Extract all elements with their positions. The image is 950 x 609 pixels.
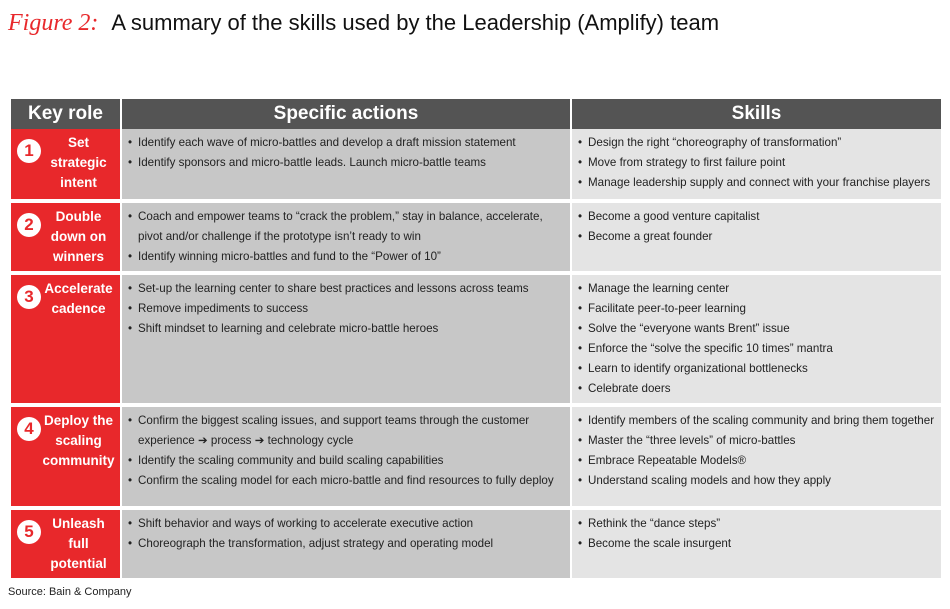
action-item: • Remove impediments to success (128, 299, 564, 319)
action-item: • Identify sponsors and micro-battle leads. Launch micro-battle teams (128, 153, 564, 173)
specific-actions-cell (121, 508, 571, 580)
specific-actions-cell (121, 201, 571, 273)
skills-list (578, 207, 935, 247)
key-role-cell (11, 129, 121, 201)
skill-item: • Celebrate doers (578, 379, 935, 399)
skills-cell (571, 201, 941, 273)
specific-actions-cell (121, 405, 571, 508)
specific-actions-cell (121, 273, 571, 405)
key-role-cell (11, 508, 121, 580)
table-row (11, 273, 941, 405)
skill-item: • Design the right “choreography of transformation” (578, 133, 935, 153)
skill-item: • Embrace Repeatable Models® (578, 451, 935, 471)
skill-item: • Manage leadership supply and connect with your franchise players (578, 173, 935, 193)
table-row (11, 129, 941, 201)
key-role-label: Unleash full potential (50, 516, 107, 571)
skills-list (578, 411, 935, 491)
skills-list (578, 514, 935, 554)
specific-actions-cell (121, 129, 571, 201)
skill-item: • Identify members of the scaling community and bring them together (578, 411, 935, 431)
step-number-badge: 3 (17, 285, 41, 309)
actions-list (128, 207, 564, 267)
action-item: • Shift mindset to learning and celebrate micro-battle heroes (128, 319, 564, 339)
skill-item: • Manage the learning center (578, 279, 935, 299)
actions-list (128, 279, 564, 339)
table-row (11, 405, 941, 508)
key-role-label: Deploy the scaling community (42, 413, 115, 468)
skills-cell (571, 273, 941, 405)
table-row (11, 508, 941, 580)
skill-item: • Become the scale insurgent (578, 534, 935, 554)
action-item: • Set-up the learning center to share best practices and lessons across teams (128, 279, 564, 299)
step-number-badge: 1 (17, 139, 41, 163)
skill-item: • Facilitate peer-to-peer learning (578, 299, 935, 319)
actions-list (128, 514, 564, 554)
skills-cell (571, 405, 941, 508)
step-number-badge: 2 (17, 213, 41, 237)
action-item: • Confirm the biggest scaling issues, and support teams through the customer experience ➔ process ➔ technology cycle (128, 411, 564, 451)
key-role-label: Set strategic intent (50, 135, 107, 190)
skill-item: • Become a good venture capitalist (578, 207, 935, 227)
table-body (11, 129, 941, 580)
key-role-cell (11, 273, 121, 405)
key-role-label: Accelerate cadence (44, 281, 113, 316)
skill-item: • Learn to identify organizational bottlenecks (578, 359, 935, 379)
figure-title-text: A summary of the skills used by the Leadership (Amplify) team (111, 10, 720, 35)
skill-item: • Master the “three levels” of micro-battles (578, 431, 935, 451)
skill-item: • Solve the “everyone wants Brent” issue (578, 319, 935, 339)
action-item: • Coach and empower teams to “crack the problem,” stay in balance, accelerate, pivot and/or challenge if the prototype isn’t ready to win (128, 207, 564, 247)
action-item: • Choreograph the transformation, adjust strategy and operating model (128, 534, 564, 554)
action-item: • Shift behavior and ways of working to accelerate executive action (128, 514, 564, 534)
step-number-badge: 4 (17, 417, 41, 441)
action-item: • Identify winning micro-battles and fund to the “Power of 10” (128, 247, 564, 267)
skills-cell (571, 129, 941, 201)
skill-item: • Rethink the “dance steps” (578, 514, 935, 534)
actions-list (128, 411, 564, 491)
column-header-specific-actions: Specific actions (121, 99, 571, 129)
skills-cell (571, 508, 941, 580)
column-header-skills: Skills (571, 99, 941, 129)
figure-label: Figure 2: (8, 10, 99, 36)
skill-item: • Become a great founder (578, 227, 935, 247)
action-item: • Identify the scaling community and build scaling capabilities (128, 451, 564, 471)
figure-title (8, 10, 719, 37)
skill-item: • Move from strategy to first failure point (578, 153, 935, 173)
table-row (11, 201, 941, 273)
key-role-label: Double down on winners (50, 209, 107, 264)
action-item: • Confirm the scaling model for each micro-battle and find resources to fully deploy (128, 471, 564, 491)
key-role-cell (11, 201, 121, 273)
skills-table (11, 99, 941, 582)
source-note: Source: Bain & Company (8, 586, 132, 598)
skills-list (578, 279, 935, 399)
skill-item: • Enforce the “solve the specific 10 times” mantra (578, 339, 935, 359)
action-item: • Identify each wave of micro-battles and develop a draft mission statement (128, 133, 564, 153)
column-header-key-role: Key role (11, 99, 121, 129)
actions-list (128, 133, 564, 173)
key-role-cell (11, 405, 121, 508)
skills-list (578, 133, 935, 193)
table-header-row (11, 99, 941, 129)
step-number-badge: 5 (17, 520, 41, 544)
skill-item: • Understand scaling models and how they apply (578, 471, 935, 491)
